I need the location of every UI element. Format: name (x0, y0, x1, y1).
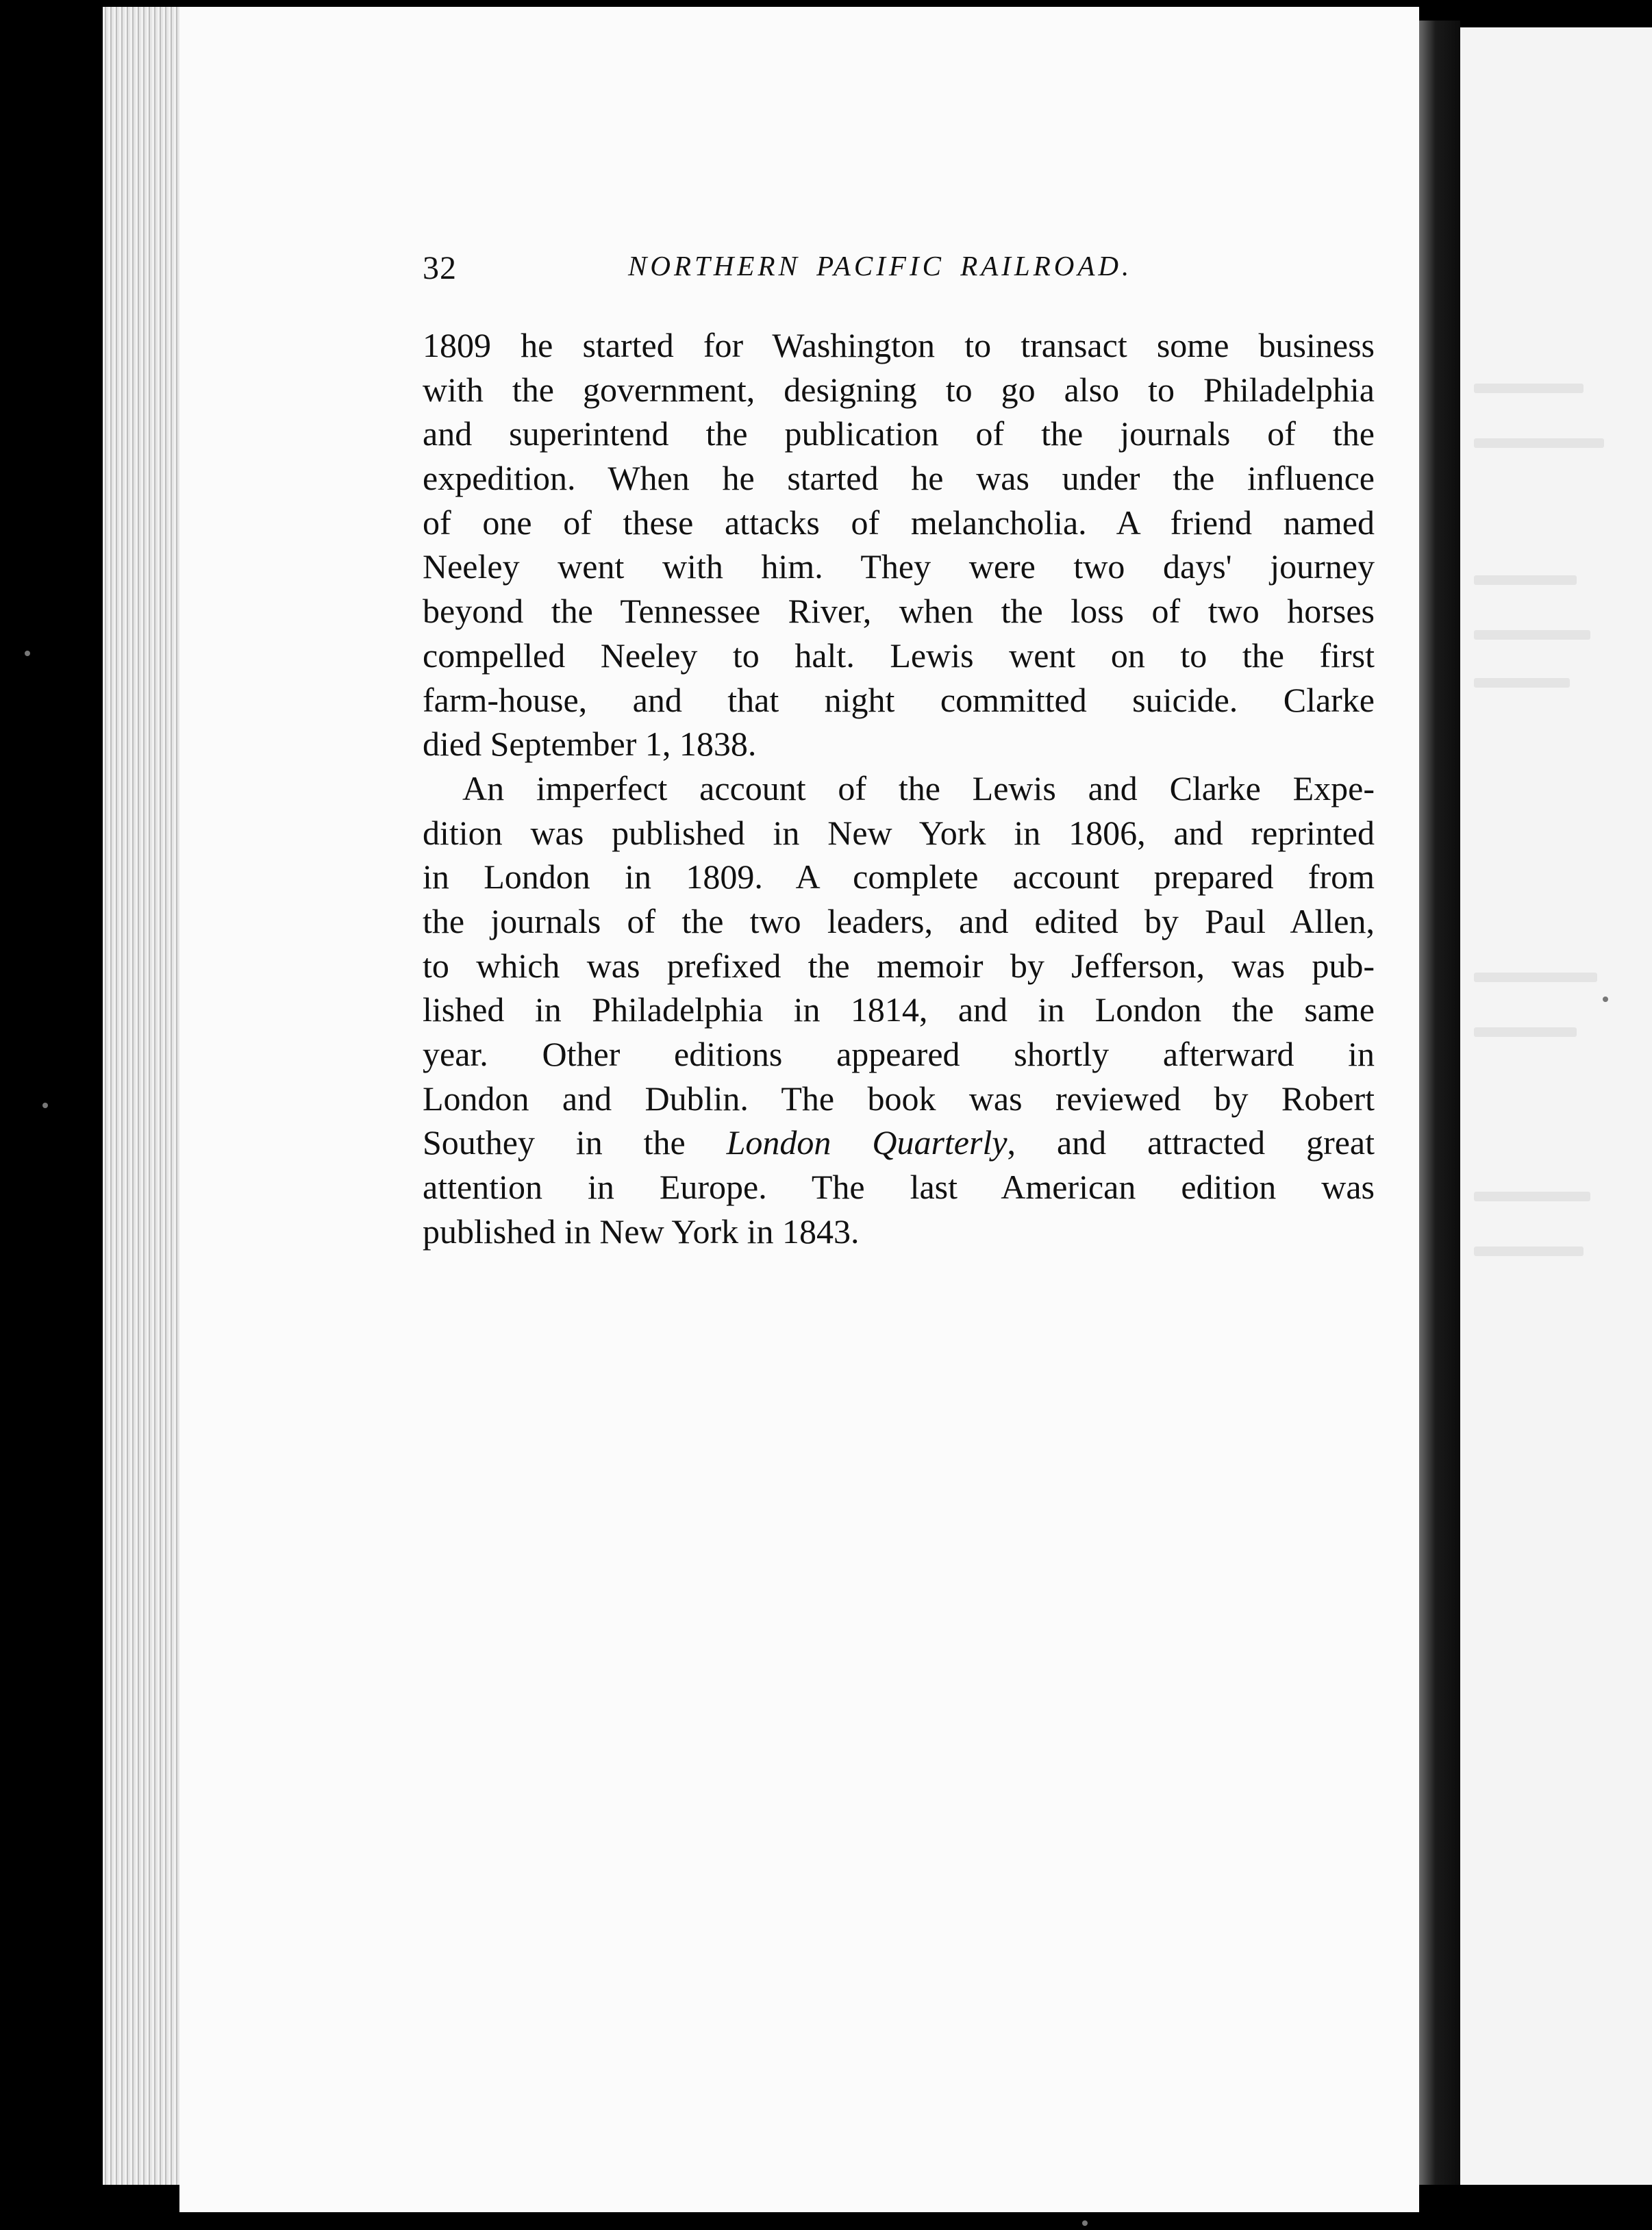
text-line: expedition. When he started he was under the influence (423, 459, 1375, 498)
body-text (423, 323, 1375, 1253)
text-line: with the government, designing to go also to Philadelphia (423, 370, 1375, 409)
journal-title: London Quarterly (726, 1123, 1008, 1162)
text-line: in London in 1809. A complete account prepared from (423, 857, 1375, 897)
page-number: 32 (423, 250, 457, 286)
text-line: 1809 he started for Washington to transact some business (423, 326, 1375, 364)
page-edges (103, 7, 185, 2185)
text-line: Neeley went with him. They were two days' journey (423, 547, 1375, 586)
page-header (423, 244, 1375, 292)
text-line: and superintend the publication of the journals of the (423, 414, 1375, 453)
book-spine (1419, 21, 1460, 2185)
text-line (423, 1120, 1375, 1165)
text-line: An imperfect account of the Lewis and Clarke Expe- (462, 768, 1375, 807)
text-line: year. Other editions appeared shortly afterward in (423, 1035, 1375, 1073)
text-line: published in New York in 1843. (423, 1212, 860, 1251)
text-segment: Southey in the (423, 1123, 727, 1162)
text-line: compelled Neeley to halt. Lewis went on to the first (423, 636, 1375, 675)
text-line: dition was published in New York in 1806, and reprinted (423, 813, 1375, 852)
running-head: NORTHERN PACIFIC RAILROAD. (628, 250, 1133, 281)
text-line: London and Dublin. The book was reviewed by Robert (423, 1079, 1375, 1118)
text-line: died September 1, 1838. (423, 725, 757, 764)
text-line: farm-house, and that night committed suicide. Clarke (423, 680, 1375, 719)
text-line: beyond the Tennessee River, when the loss of two horses (423, 592, 1375, 631)
text-segment: , and attracted great (1007, 1123, 1375, 1162)
text-line: to which was prefixed the memoir by Jefferson, was pub- (423, 946, 1375, 985)
text-line: of one of these attacks of melancholia. A friend named (423, 503, 1375, 542)
text-line: the journals of the two leaders, and edited by Paul Allen, (423, 901, 1375, 940)
facing-page (1460, 27, 1652, 2185)
text-line: attention in Europe. The last American edition was (423, 1168, 1375, 1207)
text-line: lished in Philadelphia in 1814, and in London the same (423, 990, 1375, 1029)
